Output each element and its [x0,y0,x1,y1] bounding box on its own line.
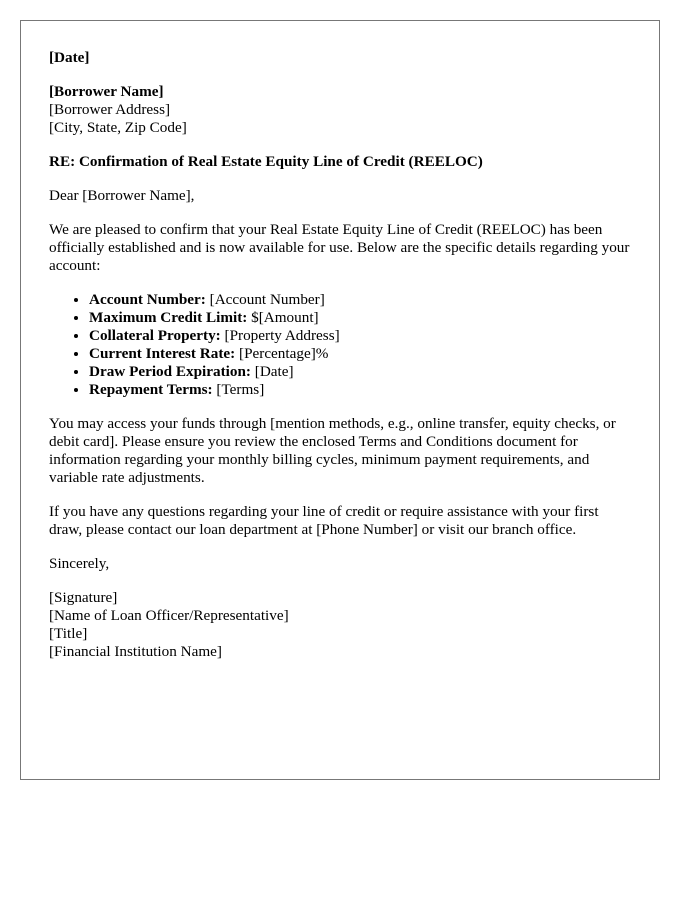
detail-label: Maximum Credit Limit: [89,309,248,326]
detail-label: Draw Period Expiration: [89,363,251,380]
detail-item-collateral-property [89,327,631,345]
letter-page [20,20,660,780]
detail-value: [Percentage]% [239,345,329,362]
detail-value: [Date] [254,363,294,380]
detail-item-interest-rate [89,345,631,363]
letter-date: [Date] [49,49,90,66]
detail-item-draw-period [89,363,631,381]
detail-value: [Terms] [216,381,265,398]
detail-label: Current Interest Rate: [89,345,236,362]
contact-paragraph: If you have any questions regarding your line of credit or require assistance with your first draw, please contact our loan department at [Phone Number] or visit our branch office. [49,503,599,538]
recipient-city-state-zip: [City, State, Zip Code] [49,119,187,136]
detail-value: [Property Address] [224,327,340,344]
account-details-list [49,291,631,399]
detail-value: $[Amount] [251,309,319,326]
salutation: Dear [Borrower Name], [49,187,195,204]
signature-placeholder: [Signature] [49,589,118,606]
detail-label: Collateral Property: [89,327,221,344]
recipient-address: [Borrower Address] [49,101,171,118]
detail-label: Account Number: [89,291,206,308]
signature-block [49,589,631,661]
recipient-block [49,83,631,137]
detail-item-credit-limit [89,309,631,327]
recipient-name: [Borrower Name] [49,83,164,100]
access-paragraph: You may access your funds through [mention methods, e.g., online transfer, equity checks, or debit card]. Please ensure you review the enclosed Terms and Conditions document for information regarding your monthly billing cycles, minimum payment requirements, and variable rate adjustments. [49,415,616,486]
letter-subject: RE: Confirmation of Real Estate Equity Line of Credit (REELOC) [49,153,483,170]
intro-paragraph: We are pleased to confirm that your Real Estate Equity Line of Credit (REELOC) has been officially established and is now available for use. Below are the specific details regarding your account: [49,221,630,274]
detail-item-repayment-terms [89,381,631,399]
detail-label: Repayment Terms: [89,381,213,398]
officer-name: [Name of Loan Officer/Representative] [49,607,289,624]
closing: Sincerely, [49,555,110,572]
institution-name: [Financial Institution Name] [49,643,222,660]
detail-item-account-number [89,291,631,309]
detail-value: [Account Number] [209,291,325,308]
officer-title: [Title] [49,625,88,642]
